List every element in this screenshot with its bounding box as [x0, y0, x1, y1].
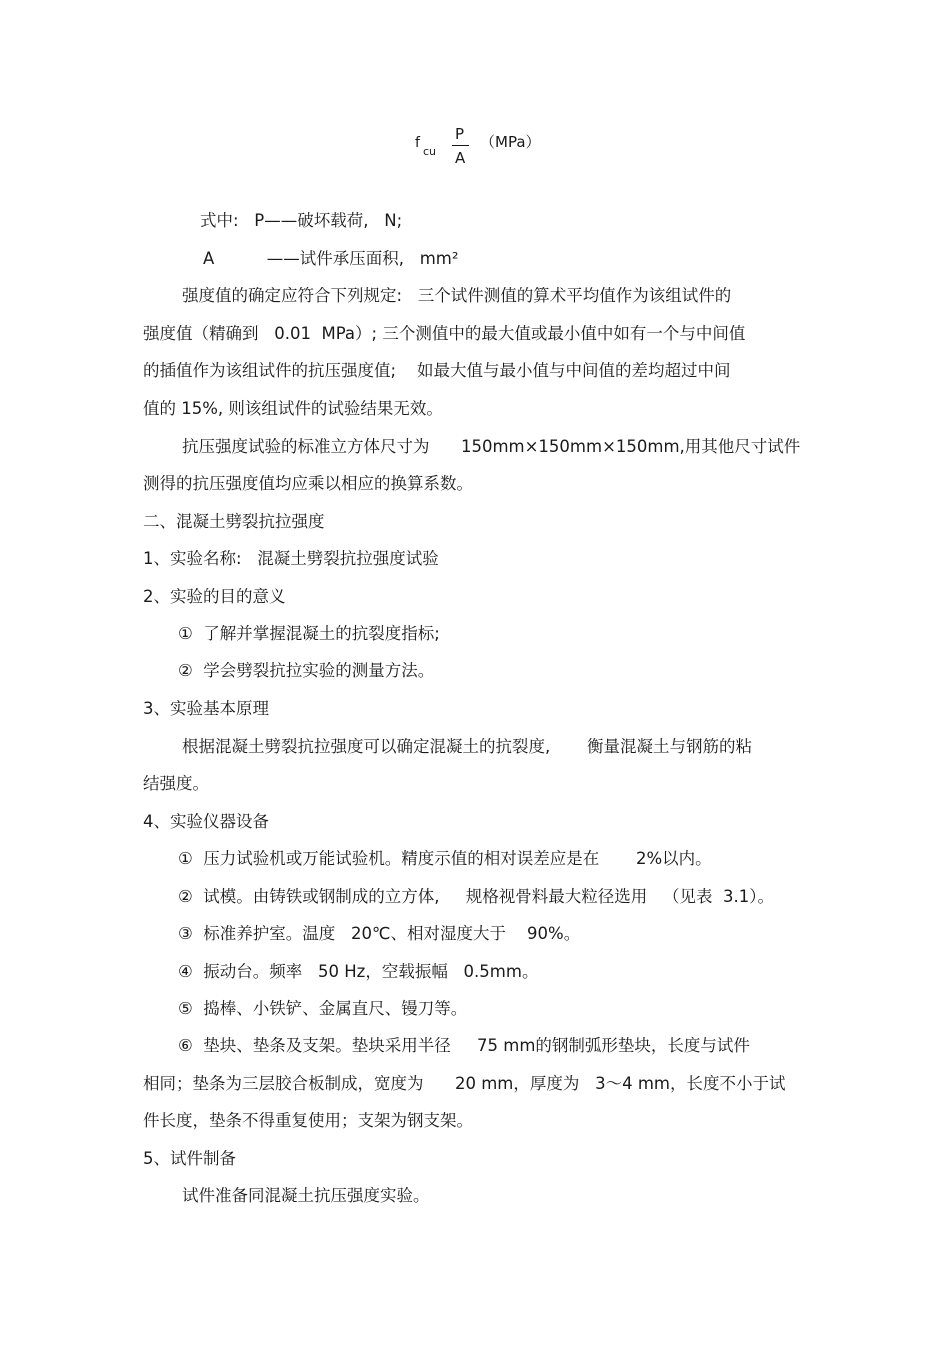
text-line: A ——试件承压面积, mm² — [203, 249, 459, 268]
text-line: 强度值的确定应符合下列规定: 三个试件测值的算术平均值作为该组试件的 — [182, 286, 732, 305]
subsection-heading: 3、实验基本原理 — [143, 699, 269, 718]
list-item: ⑤ 捣棒、小铁铲、金属直尺、镘刀等。 — [178, 999, 468, 1018]
text-line: 测得的抗压强度值均应乘以相应的换算系数。 — [143, 474, 473, 493]
list-item: ④ 振动台。频率 50 Hz，空载振幅 0.5mm。 — [178, 962, 539, 981]
formula-denominator: A — [455, 149, 466, 167]
formula-subscript: cu — [423, 145, 437, 158]
list-item: ⑥ 垫块、垫条及支架。垫块采用半径 75 mm的钢制弧形垫块，长度与试件 — [178, 1036, 750, 1055]
list-item: ② 试模。由铸铁或钢制成的立方体, 规格视骨料最大粒径选用 （见表 3.1）。 — [178, 887, 774, 906]
text-line: 1、实验名称: 混凝土劈裂抗拉强度试验 — [143, 549, 439, 568]
list-item: ① 了解并掌握混凝土的抗裂度指标; — [178, 624, 440, 643]
formula-lhs: f — [415, 135, 420, 151]
text-line: 值的 15%, 则该组试件的试验结果无效。 — [143, 399, 443, 418]
text-line: 强度值（精确到 0.01 MPa）; 三个测值中的最大值或最小值中如有一个与中间值 — [143, 324, 746, 343]
list-item: ③ 标准养护室。温度 20℃、相对湿度大于 90%。 — [178, 924, 581, 943]
text-line: 相同；垫条为三层胶合板制成，宽度为 20 mm，厚度为 3～4 mm，长度不小于试 — [143, 1074, 786, 1093]
text-line: 的插值作为该组试件的抗压强度值; 如最大值与最小值与中间值的差均超过中间 — [143, 361, 731, 380]
list-item: ② 学会劈裂抗拉实验的测量方法。 — [178, 661, 435, 680]
text-line: 式中: P——破坏载荷, N; — [200, 211, 403, 230]
text-line: 试件准备同混凝土抗压强度实验。 — [182, 1186, 430, 1205]
text-line: 件长度，垫条不得重复使用；支架为钢支架。 — [143, 1111, 473, 1130]
section-heading: 二、混凝土劈裂抗拉强度 — [143, 512, 325, 531]
subsection-heading: 4、实验仪器设备 — [143, 812, 269, 831]
text-line: 抗压强度试验的标准立方体尺寸为 150mm×150mm×150mm,用其他尺寸试件 — [182, 437, 801, 456]
text-line: 结强度。 — [143, 774, 209, 793]
formula-unit: （MPa） — [480, 133, 541, 151]
text-line: 根据混凝土劈裂抗拉强度可以确定混凝土的抗裂度, 衡量混凝土与钢筋的粘 — [182, 737, 752, 756]
subsection-heading: 2、实验的目的意义 — [143, 587, 286, 606]
list-item: ① 压力试验机或万能试验机。精度示值的相对误差应是在 2%以内。 — [178, 849, 712, 868]
subsection-heading: 5、试件制备 — [143, 1149, 236, 1168]
formula-numerator: P — [455, 125, 465, 143]
